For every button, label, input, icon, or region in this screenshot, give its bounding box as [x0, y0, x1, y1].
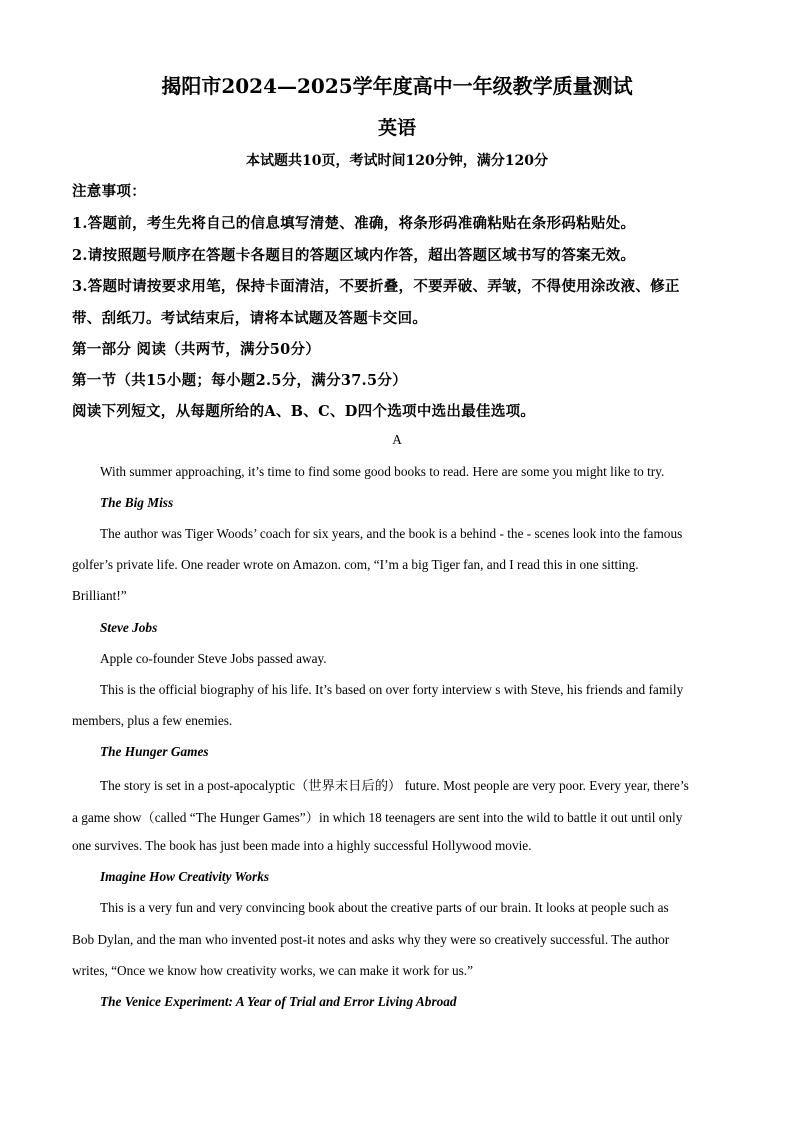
- passage-intro: With summer approaching, it’s time to find some good books to read. Here are some you might like to try.: [100, 464, 665, 479]
- instruction: 阅读下列短文，从每题所给的A、B、C、D四个选项中选出最佳选项。: [72, 403, 536, 420]
- book-text: This is a very fun and very convincing book about the creative parts of our brain. It looks at people such as: [100, 900, 669, 915]
- book-text: one survives. The book has just been made into a highly successful Hollywood movie.: [72, 838, 532, 853]
- note-item-3: 3.答题时请按要求用笔，保持卡面清洁，不要折叠，不要弄破、弄皱，不得使用涂改液、修正: [72, 278, 680, 295]
- book-text: This is the official biography of his life. It’s based on over forty interview s with Steve, his friends and family: [100, 682, 684, 697]
- book-text: a game show（called “The Hunger Games”）in which 18 teenagers are sent into the wild to battle it out until only: [72, 810, 683, 825]
- passage-label: A: [392, 432, 402, 447]
- book-text: Brilliant!”: [72, 588, 127, 603]
- book-text: members, plus a few enemies.: [72, 713, 233, 728]
- subject-title: 英语: [377, 117, 416, 139]
- notes-heading: 注意事项：: [72, 183, 146, 200]
- part-heading: 第一部分 阅读（共两节，满分50分）: [72, 341, 321, 358]
- book-text: The story is set in a post-apocalyptic（世界末日后的） future. Most people are very poor. Every year, there’s: [100, 778, 689, 793]
- note-item-2: 2.请按照题号顺序在答题卡各题目的答题区域内作答，超出答题区域书写的答案无效。: [72, 247, 636, 264]
- book-text: Apple co-founder Steve Jobs passed away.: [100, 651, 327, 666]
- note-item-3-cont: 带、刮纸刀。考试结束后，请将本试题及答题卡交回。: [72, 310, 428, 327]
- section-heading: 第一节（共15小题；每小题2.5分，满分37.5分）: [72, 372, 408, 389]
- book-text: The author was Tiger Woods’ coach for six years, and the book is a behind - the - scenes look into the famous: [100, 526, 683, 541]
- book-title: The Venice Experiment: A Year of Trial and Error Living Abroad: [100, 994, 457, 1009]
- note-item-1: 1.答题前，考生先将自己的信息填写清楚、准确，将条形码准确粘贴在条形码粘贴处。: [72, 215, 636, 232]
- book-text: writes, “Once we know how creativity works, we can make it work for us.”: [72, 963, 473, 978]
- book-title: The Big Miss: [100, 495, 174, 510]
- book-text: golfer’s private life. One reader wrote on Amazon. com, “I’m a big Tiger fan, and I read this in one sitting.: [72, 557, 639, 572]
- book-title: The Hunger Games: [100, 744, 209, 759]
- exam-info: 本试题共10页，考试时间120分钟，满分120分: [246, 153, 548, 169]
- book-title: Imagine How Creativity Works: [100, 869, 270, 884]
- exam-title: 揭阳市2024—2025学年度高中一年级教学质量测试: [161, 74, 633, 98]
- book-text: Bob Dylan, and the man who invented post-it notes and asks why they were so creatively successful. The author: [72, 932, 670, 947]
- book-title: Steve Jobs: [100, 620, 158, 635]
